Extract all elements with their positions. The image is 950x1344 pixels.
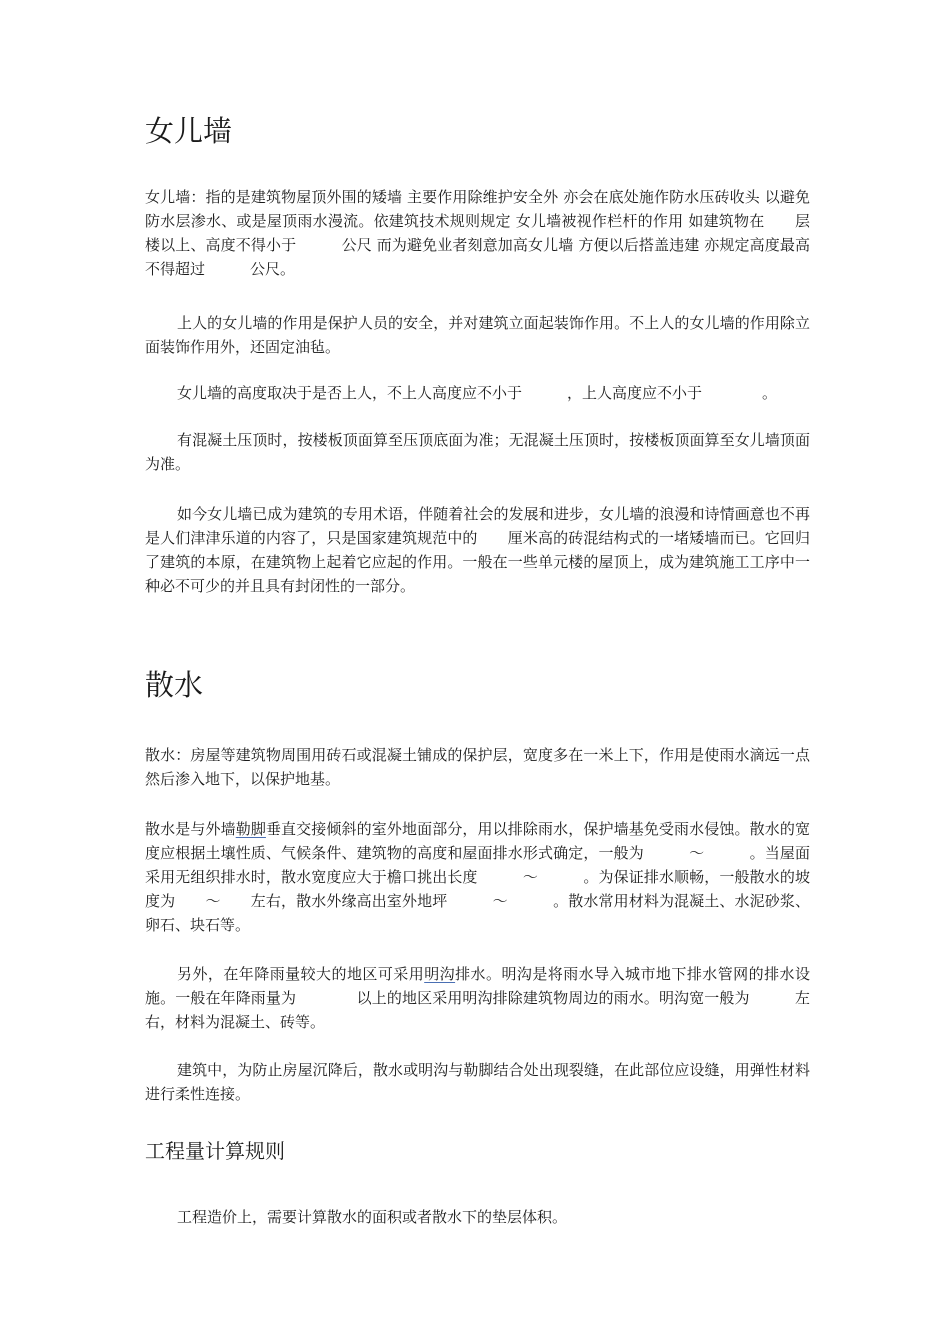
section-title-quantity-rules: 工程量计算规则 — [145, 1139, 285, 1163]
open-ditch-text-2: 排水。明沟是将雨水导入城市地下排水管网的排水设施。一般在年降雨量为 以上的地区采用明沟排除建筑物周边的雨水。明沟宽一般为 左右，材料为混凝土、砖等。 — [145, 965, 810, 1031]
paragraph-parapet-definition: 女儿墙：指的是建筑物屋顶外围的矮墙 主要作用除维护安全外 亦会在底处施作防水压砖收头 以避免防水层渗水、或是屋顶雨水漫流。依建筑技术规则规定 女儿墙被视作栏杆的作用 如建筑物在 层楼以上、高度不得小于 公尺 而为避免业者刻意加高女儿墙 方便以后搭盖违建 亦规定高度最高不得超过 公尺。 — [145, 188, 810, 278]
open-ditch-text-1: 另外，在年降雨量较大的地区可采用 — [177, 965, 425, 983]
paragraph-apron-details — [145, 817, 810, 937]
paragraph-open-ditch — [145, 962, 810, 1034]
paragraph-parapet-function: 上人的女儿墙的作用是保护人员的安全，并对建筑立面起装饰作用。不上人的女儿墙的作用除立面装饰作用外，还固定油毡。 — [145, 314, 810, 356]
paragraph-parapet-history: 如今女儿墙已成为建筑的专用术语，伴随着社会的发展和进步，女儿墙的浪漫和诗情画意也不再是人们津津乐道的内容了，只是国家建筑规范中的 厘米高的砖混结构式的一堵矮墙而已。它回归了建筑的本原，在建筑物上起着它应起的作用。一般在一些单元楼的屋顶上，成为建筑施工工序中一种必不可少的并且具有封闭性的一部分。 — [145, 505, 810, 595]
paragraph-quantity-rules: 工程造价上，需要计算散水的面积或者散水下的垫层体积。 — [177, 1208, 568, 1226]
section-title-apron: 散水 — [145, 668, 204, 702]
paragraph-apron-definition: 散水：房屋等建筑物周围用砖石或混凝土铺成的保护层，宽度多在一米上下，作用是使雨水滴远一点然后渗入地下，以保护地基。 — [145, 746, 810, 788]
paragraph-apron-joint: 建筑中，为防止房屋沉降后，散水或明沟与勒脚结合处出现裂缝，在此部位应设缝，用弹性材料进行柔性连接。 — [145, 1061, 810, 1103]
section-title-parapet: 女儿墙 — [145, 114, 233, 148]
apron-details-text-1: 散水是与外墙 — [145, 820, 236, 838]
apron-details-text-2: 垂直交接倾斜的室外地面部分，用以排除雨水，保护墙基免受雨水侵蚀。散水的宽度应根据土壤性质、气候条件、建筑物的高度和屋面排水形式确定，一般为 ～ 。当屋面采用无组织排水时，散水宽度应大于檐口挑出长度 ～ 。为保证排水顺畅，一般散水的坡度为 ～ 左右，散水外缘高出室外地坪 ～ 。散水常用材料为混凝土、水泥砂浆、卵石、块石等。 — [145, 820, 810, 934]
paragraph-parapet-height: 女儿墙的高度取决于是否上人，不上人高度应不小于 ，上人高度应不小于 。 — [177, 384, 778, 402]
plinth-link[interactable]: 勒脚 — [235, 820, 266, 838]
paragraph-parapet-measurement: 有混凝土压顶时，按楼板顶面算至压顶底面为准；无混凝土压顶时，按楼板顶面算至女儿墙顶面为准。 — [145, 431, 810, 473]
open-ditch-link[interactable]: 明沟 — [424, 965, 456, 983]
